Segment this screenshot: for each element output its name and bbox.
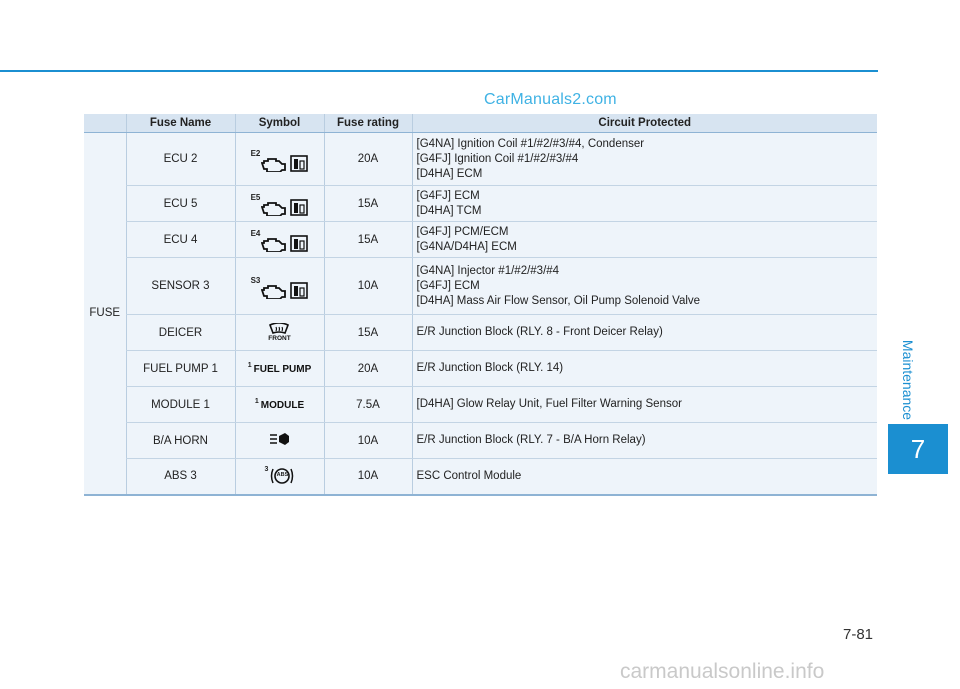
fuse-rating: 20A bbox=[324, 351, 412, 387]
symbol-cell bbox=[235, 351, 324, 387]
fuse-rating: 7.5A bbox=[324, 387, 412, 423]
windshield-deicer-icon bbox=[268, 323, 290, 335]
col-header-fuse-name: Fuse Name bbox=[126, 114, 235, 133]
engine-icon bbox=[261, 202, 287, 216]
fuse-name: ECU 2 bbox=[126, 133, 235, 186]
circuit-protected: [D4HA] Glow Relay Unit, Fuel Filter Warning Sensor bbox=[412, 387, 877, 423]
fuse-name: FUEL PUMP 1 bbox=[126, 351, 235, 387]
circuit-protected: E/R Junction Block (RLY. 7 - B/A Horn Relay) bbox=[412, 423, 877, 459]
engine-icon bbox=[261, 158, 287, 172]
watermark-bottom: carmanualsonline.info bbox=[620, 660, 825, 683]
abs-icon: ABS bbox=[270, 466, 294, 486]
fuse-name: MODULE 1 bbox=[126, 387, 235, 423]
table-row bbox=[84, 222, 877, 258]
fuse-rating: 15A bbox=[324, 222, 412, 258]
fuse-rating: 15A bbox=[324, 315, 412, 351]
fuse-rating: 10A bbox=[324, 423, 412, 459]
fuse-name: B/A HORN bbox=[126, 423, 235, 459]
engine-fuse-symbol: E2 bbox=[251, 146, 309, 172]
engine-icon bbox=[261, 285, 287, 299]
abs-symbol: 3 ABS bbox=[265, 466, 295, 486]
table-row bbox=[84, 186, 877, 222]
table-row bbox=[84, 315, 877, 351]
symbol-cell bbox=[235, 423, 324, 459]
fuel-pump-symbol: $^1$ FUEL PUMP bbox=[247, 362, 312, 375]
symbol-cell bbox=[235, 222, 324, 258]
table-row bbox=[84, 459, 877, 495]
module-box-icon bbox=[290, 155, 308, 172]
symbol-cell bbox=[235, 186, 324, 222]
module-box-icon bbox=[290, 199, 308, 216]
circuit-protected: [G4FJ] PCM/ECM [G4NA/D4HA] ECM bbox=[412, 222, 877, 258]
symbol-cell bbox=[235, 133, 324, 186]
symbol-cell bbox=[235, 459, 324, 495]
header-spacer bbox=[84, 114, 126, 133]
circuit-protected: E/R Junction Block (RLY. 8 - Front Deicer Relay) bbox=[412, 315, 877, 351]
table-row bbox=[84, 423, 877, 459]
top-rule bbox=[0, 70, 878, 72]
fuse-rating: 15A bbox=[324, 186, 412, 222]
chapter-number: 7 bbox=[888, 424, 948, 474]
fuse-table bbox=[84, 114, 877, 496]
page-number: 7-81 bbox=[843, 626, 874, 643]
fuse-name: DEICER bbox=[126, 315, 235, 351]
circuit-protected: [G4NA] Injector #1/#2/#3/#4 [G4FJ] ECM [D4HA] Mass Air Flow Sensor, Oil Pump Solenoid Valve bbox=[412, 258, 877, 315]
fuse-group-label: FUSE bbox=[84, 133, 126, 495]
engine-icon bbox=[261, 238, 287, 252]
circuit-protected: E/R Junction Block (RLY. 14) bbox=[412, 351, 877, 387]
horn-icon bbox=[269, 432, 291, 446]
table-row bbox=[84, 351, 877, 387]
circuit-protected: [G4FJ] ECM [D4HA] TCM bbox=[412, 186, 877, 222]
circuit-protected: [G4NA] Ignition Coil #1/#2/#3/#4, Condenser [G4FJ] Ignition Coil #1/#2/#3/#4 [D4HA] ECM bbox=[412, 133, 877, 186]
fuse-name: ECU 5 bbox=[126, 186, 235, 222]
fuse-name: ECU 4 bbox=[126, 222, 235, 258]
fuse-name: ABS 3 bbox=[126, 459, 235, 495]
watermark-top: CarManuals2.com bbox=[484, 91, 617, 108]
col-header-circuit-protected: Circuit Protected bbox=[412, 114, 877, 133]
engine-fuse-symbol: S3 bbox=[251, 273, 309, 299]
col-header-symbol: Symbol bbox=[235, 114, 324, 133]
fuse-rating: 20A bbox=[324, 133, 412, 186]
engine-fuse-symbol: E5 bbox=[251, 190, 309, 216]
module-box-icon bbox=[290, 282, 308, 299]
module-box-icon bbox=[290, 235, 308, 252]
circuit-protected: ESC Control Module bbox=[412, 459, 877, 495]
symbol-cell bbox=[235, 387, 324, 423]
table-row bbox=[84, 387, 877, 423]
fuse-rating: 10A bbox=[324, 258, 412, 315]
fuse-name: SENSOR 3 bbox=[126, 258, 235, 315]
fuse-rating: 10A bbox=[324, 459, 412, 495]
front-deicer-symbol: FRONT bbox=[268, 323, 290, 342]
engine-fuse-symbol: E4 bbox=[251, 226, 309, 252]
table-row bbox=[84, 258, 877, 315]
symbol-cell bbox=[235, 258, 324, 315]
symbol-cell bbox=[235, 315, 324, 351]
module-symbol: $^1$ MODULE bbox=[254, 398, 305, 411]
table-row bbox=[84, 133, 877, 186]
table-header-row bbox=[84, 114, 877, 133]
section-label: Maintenance bbox=[900, 339, 916, 421]
col-header-fuse-rating: Fuse rating bbox=[324, 114, 412, 133]
